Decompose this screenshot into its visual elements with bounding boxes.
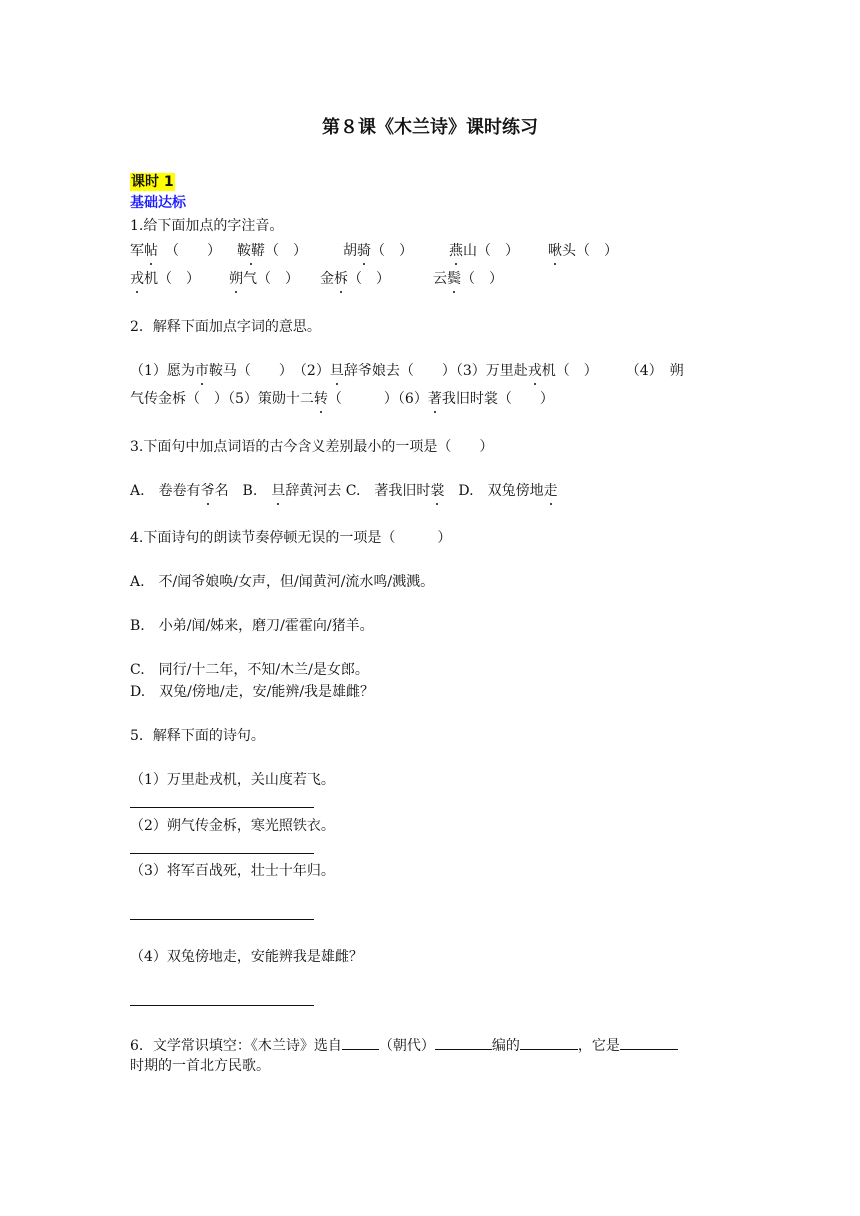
q1-item: 金柝（ ） bbox=[320, 271, 390, 287]
q1-item: 戎机（ ） bbox=[130, 271, 200, 287]
q1-item: 啾头（ ） bbox=[548, 243, 618, 259]
question-6-line-1: 6．文学常识填空：《木兰诗》选自 （朝代） 编的 ，它是 bbox=[130, 1035, 678, 1055]
q5-item-4: （4）双兔傍地走，安能辨我是雄雌？ bbox=[130, 949, 363, 965]
q5-item-1: （1）万里赴戎机，关山度若飞。 bbox=[130, 772, 335, 788]
answer-line[interactable] bbox=[130, 1005, 314, 1006]
question-2-stem: 2．解释下面加点字词的意思。 bbox=[130, 319, 321, 335]
q1-item: 云鬓（ ） bbox=[433, 271, 503, 287]
fill-blank[interactable] bbox=[620, 1035, 678, 1050]
q5-item-3: （3）将军百战死，壮士十年归。 bbox=[130, 863, 335, 879]
q1-item: 燕山（ ） bbox=[449, 243, 519, 259]
question-5-stem: 5．解释下面的诗句。 bbox=[130, 728, 265, 744]
q3-options: A. 卷卷有爷名 B. 旦辞黄河去 C. 著我旧时裳 D. 双兔傍地走 bbox=[130, 483, 558, 499]
q4-option-b: B. 小弟/闻/姊来，磨刀/霍霍向/猪羊。 bbox=[130, 618, 374, 634]
q4-option-d: D. 双兔/傍地/走，安/能辨/我是雄雌？ bbox=[130, 684, 375, 700]
q5-item-2: （2）朔气传金柝，寒光照铁衣。 bbox=[130, 818, 335, 834]
q2-line-1: （1）愿为市鞍马（ ） （2）旦辞爷娘去（ ）（3）万里赴戎机（ ） （4） 朔 bbox=[130, 363, 684, 379]
question-4-stem: 4.下面诗句的朗读节奏停顿无误的一项是（ ） bbox=[130, 530, 452, 546]
page-title: 第８课《木兰诗》课时练习 bbox=[322, 117, 538, 138]
question-3-stem: 3.下面句中加点词语的古今含义差别最小的一项是（ ） bbox=[130, 439, 494, 455]
lesson-label: 课时 1 bbox=[131, 174, 174, 190]
q1-item: 军帖 （ ） bbox=[130, 243, 221, 259]
answer-line[interactable] bbox=[130, 807, 314, 808]
q1-item: 胡骑（ ） bbox=[343, 243, 413, 259]
question-1-stem: 1.给下面加点的字注音。 bbox=[130, 218, 284, 234]
q4-option-c: C. 同行/十二年，不知/木兰/是女郎。 bbox=[130, 662, 369, 678]
answer-line[interactable] bbox=[130, 919, 314, 920]
fill-blank[interactable] bbox=[435, 1035, 492, 1050]
fill-blank[interactable] bbox=[342, 1035, 379, 1050]
q4-option-a: A. 不/闻爷娘唤/女声，但/闻黄河/流水鸣/溅溅。 bbox=[130, 574, 435, 590]
q1-item: 鞍鞯（ ） bbox=[237, 243, 307, 259]
question-6-line-2: 时期的一首北方民歌。 bbox=[130, 1058, 270, 1074]
section-heading: 基础达标 bbox=[130, 195, 186, 211]
answer-line[interactable] bbox=[130, 853, 314, 854]
fill-blank[interactable] bbox=[520, 1035, 578, 1050]
q2-line-2: 气传金柝（ ）（5）策勋十二转（ ）（6）著我旧时裳（ ） bbox=[130, 391, 554, 407]
q1-item: 朔气（ ） bbox=[229, 271, 299, 287]
